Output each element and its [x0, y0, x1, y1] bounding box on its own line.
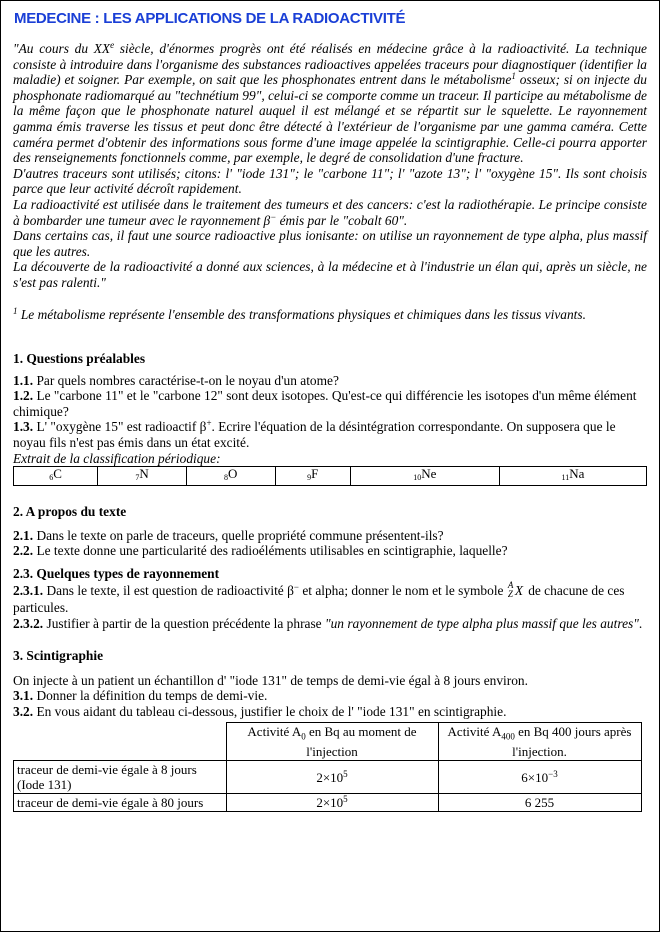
footnote-text: Le métabolisme représente l'ensemble des transformations physiques et chimiques dans les tissus vivants. — [17, 306, 586, 322]
table-row — [14, 794, 642, 812]
activity-400-value — [438, 794, 641, 812]
question-text: Le texte donne une particularité des radioéléments utilisables en scintigraphie, laquelle? — [33, 543, 508, 559]
element-symbol: C — [53, 466, 62, 482]
element-symbol: N — [139, 466, 149, 482]
atomic-number: 9 — [307, 473, 312, 483]
value-exponent: 5 — [343, 794, 348, 805]
question-text: et alpha; donner le nom et le symbole — [298, 582, 507, 598]
atomic-number: 10 — [413, 473, 422, 483]
periodic-table-extract — [13, 466, 647, 486]
quote-paragraph-3 — [13, 197, 647, 228]
question-text: . — [638, 615, 643, 631]
value-base: 2×10 — [316, 795, 344, 811]
element-cell — [98, 467, 187, 486]
empty-corner-cell — [14, 722, 227, 761]
atomic-number: 8 — [224, 473, 229, 483]
quote-text: osseux; si on injecte du phosphonate radiomarqué au "technétium 99", celui-ci se comporte comme un traceur. Il participe au métabolisme de la même façon que le phosphonate naturel auquel il est mélangé et se répartit sur le squelette. Le rayonnement gamma émis traverse les tissus et peut donc être détecté à l'extérieur de l'organisme par une gamma caméra. Cette caméra permet d'obtenir des informations sous forme d'une image appelée la scintigraphie. Celle-ci pourra apporter des renseignements fonctionnels comme, par exemple, le degré de consolidation d'une fracture. — [13, 72, 647, 166]
section-1-title: 1. Questions préalables — [13, 351, 146, 367]
element-cell — [275, 467, 350, 486]
footnote — [13, 307, 647, 323]
section-2-title: 2. A propos du texte — [13, 504, 127, 520]
value-base: 6 255 — [524, 795, 555, 811]
question-text: Dans le texte, il est question de radioactivité β — [43, 582, 294, 598]
quoted-text — [13, 41, 647, 291]
header-activity-400-days — [438, 722, 641, 761]
subscript: 0 — [301, 731, 306, 742]
element-symbol: O — [228, 466, 238, 482]
quote-text: "Au cours du XX — [13, 41, 111, 56]
question-number: 1.3. — [13, 419, 34, 435]
atomic-number: 11 — [561, 473, 570, 483]
value-exponent: −3 — [548, 768, 558, 779]
quote-paragraph-5: La découverte de la radioactivité a donné aux sciences, à la médecine et à l'industrie un élan qui, après un siècle, ne s'est pas ralenti." — [13, 259, 647, 290]
subscript: 400 — [501, 731, 515, 742]
atomic-number-symbol: Z — [507, 588, 513, 599]
question-text: En vous aidant du tableau ci-dessous, justifier le choix de l' "iode 131" en scintigraphie. — [33, 704, 507, 719]
question-text: Le "carbone 11" et le "carbone 12" sont deux isotopes. Qu'est-ce qui différencie les isotopes d'un même élément chimique? — [13, 388, 637, 419]
element-symbol: Ne — [421, 466, 437, 482]
superscript: − — [293, 581, 299, 592]
section-3-intro: On injecte à un patient un échantillon d' "iode 131" de temps de demi-vie égal à 8 jours environ. — [13, 672, 528, 688]
section-2-3-title: 2.3. Quelques types de rayonnement — [13, 566, 220, 582]
header-text: Activité A — [447, 723, 502, 739]
quote-text: La radioactivité est utilisée dans le traitement des tumeurs et des cancers: c'est la radiothérapie. Le principe consiste à bombarder une tumeur avec le rayonnement β — [13, 196, 647, 228]
value-base: 6×10 — [521, 769, 549, 785]
question-number: 3.2. — [13, 704, 34, 719]
question-2-1 — [13, 528, 647, 544]
superscript: − — [270, 211, 277, 222]
question-text: L' "oxygène 15" est radioactif β — [33, 419, 207, 435]
row-label: traceur de demi-vie égale à 80 jours — [14, 794, 227, 812]
question-3-2 — [13, 704, 647, 720]
header-text: Activité A — [247, 723, 302, 739]
activity-400-value — [438, 761, 641, 794]
atomic-number: 6 — [49, 473, 54, 483]
value-base: 2×10 — [316, 769, 344, 785]
superscript: e — [110, 40, 115, 50]
initial-activity-value — [226, 761, 438, 794]
row-label: traceur de demi-vie égale à 8 jours (Iode 131) — [14, 761, 227, 794]
question-number: 1.1. — [13, 372, 34, 388]
quote-paragraph-2: D'autres traceurs sont utilisés; citons: l' "iode 131"; le "carbone 11"; l' "azote 13"; l' "oxygène 15". Ils sont choisis parce que leur activité décroît rapidement. — [13, 165, 647, 197]
question-text: Par quels nombres caractérise-t-on le noyau d'un atome? — [33, 372, 339, 388]
question-1-1 — [13, 373, 647, 389]
quote-text: émis par le "cobalt 60". — [276, 212, 408, 228]
table-row — [14, 761, 642, 794]
header-text: en Bq au moment de l'injection — [305, 723, 417, 760]
question-number: 2.2. — [13, 543, 34, 559]
question-number: 2.3.1. — [13, 582, 44, 598]
element-x-symbol: X — [514, 582, 524, 598]
question-1-2 — [13, 388, 647, 419]
header-initial-activity — [226, 722, 438, 761]
question-text: Justifier à partir de la question précédente la phrase — [43, 615, 325, 631]
question-2-2 — [13, 543, 647, 559]
superscript: + — [206, 418, 212, 429]
quote-paragraph-1 — [13, 41, 647, 166]
quote-paragraph-4: Dans certains cas, il faut une source radioactive plus ionisante: on utilise un rayonnement de type alpha, plus massif que les autres. — [13, 228, 647, 259]
nuclide-symbol — [507, 579, 525, 599]
header-text: en Bq 400 jours après l'injection. — [512, 723, 632, 760]
table-header-row — [14, 722, 642, 761]
footnote-ref: 1 — [511, 71, 516, 82]
element-symbol: Na — [569, 466, 585, 482]
quoted-phrase: "un rayonnement de type alpha plus massif que les autres" — [324, 615, 639, 631]
question-text: Donner la définition du temps de demi-vie. — [33, 688, 268, 704]
question-text: de chacune de ces particules. — [13, 582, 625, 615]
activity-table — [13, 722, 642, 813]
element-cell — [186, 467, 275, 486]
question-3-1 — [13, 688, 647, 704]
question-number: 2.3.2. — [13, 615, 44, 631]
element-cell — [499, 467, 646, 486]
question-number: 1.2. — [13, 388, 34, 404]
footnote-mark: 1 — [13, 305, 18, 316]
atomic-number: 7 — [135, 473, 140, 483]
initial-activity-value — [226, 794, 438, 812]
quote-text: siècle, d'énormes progrès ont été réalisés en médecine grâce à la radioactivité. La technique consiste à introduire dans l'organisme des substances radioactives appelées traceurs pour diagnostiquer (identifier la maladie) et soigner. Par exemple, on sait que les phosphonates entrent dans le métabolisme — [13, 41, 647, 88]
question-number: 2.1. — [13, 527, 34, 543]
periodic-extract-label: Extrait de la classification périodique: — [13, 450, 221, 466]
element-cell — [350, 467, 499, 486]
mass-number-symbol: A — [507, 579, 514, 590]
question-text: Dans le texte on parle de traceurs, quelle propriété commune présentent-ils? — [33, 527, 444, 543]
question-1-3 — [13, 419, 647, 450]
element-symbol: F — [311, 466, 319, 482]
element-cell — [14, 467, 98, 486]
document-title: MEDECINE : LES APPLICATIONS DE LA RADIOACTIVITÉ — [14, 10, 406, 27]
value-exponent: 5 — [343, 768, 348, 779]
question-2-3-1 — [13, 579, 647, 616]
question-number: 3.1. — [13, 688, 34, 704]
section-3-title: 3. Scintigraphie — [13, 648, 104, 664]
question-text: . Ecrire l'équation de la désintégration correspondante. On supposera que le noyau fils n'est pas émis dans un état excité. — [13, 419, 616, 451]
question-2-3-2 — [13, 616, 647, 632]
